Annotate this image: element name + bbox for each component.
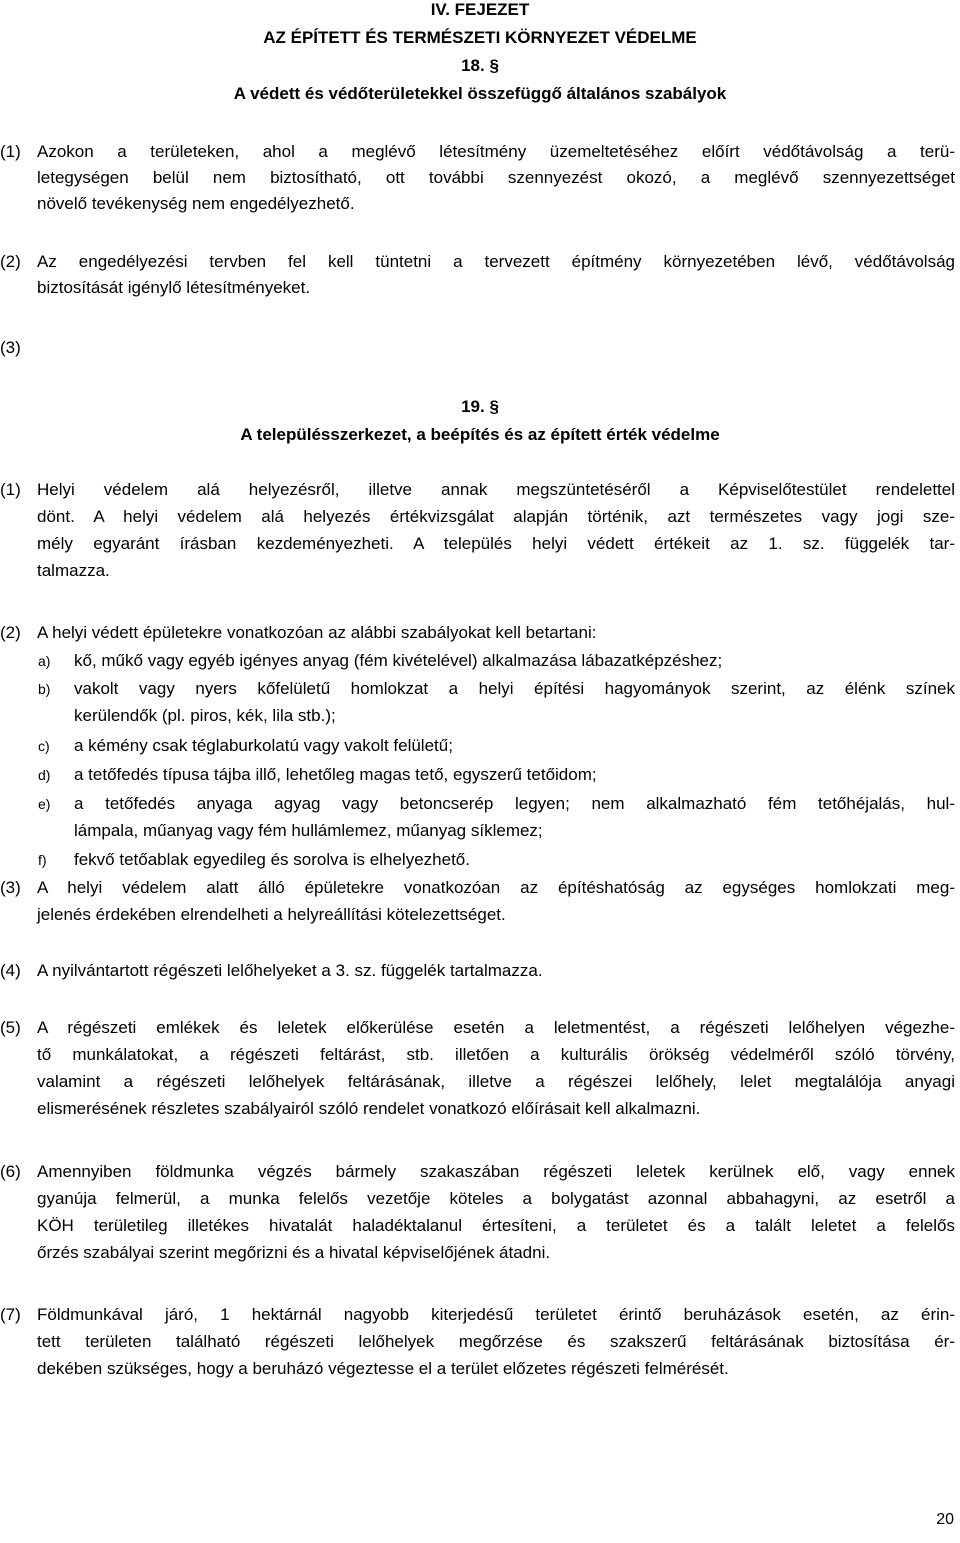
paragraph-line: biztosítását igénylő létesítményeket. <box>37 278 311 297</box>
chapter-title: AZ ÉPÍTETT ÉS TERMÉSZETI KÖRNYEZET VÉDELME <box>263 28 697 47</box>
list-item-line: fekvő tetőablak egyedileg és sorolva is elhelyezhető. <box>74 850 470 869</box>
paragraph-line: A régészeti emlékek és leletek előkerülése esetén a leletmentést, a régészeti lelőhelyen végezhe- <box>37 1018 955 1037</box>
paragraph-number: (3) <box>0 878 21 897</box>
paragraph-line: A nyilvántartott régészeti lelőhelyeket a 3. sz. függelék tartalmazza. <box>37 961 543 980</box>
paragraph-number: (2) <box>0 623 21 642</box>
paragraph-number: (2) <box>0 252 21 271</box>
paragraph-line: letegységen belül nem biztosítható, ott további szennyezést okozó, a meglévő szennyezettséget <box>37 168 955 187</box>
list-item-line: vakolt vagy nyers kőfelületű homlokzat a helyi építési hagyományok szerint, az élénk színek <box>74 679 955 698</box>
paragraph-line: Helyi védelem alá helyezésről, illetve annak megszüntetéséről a Képviselőtestület rendelettel <box>37 480 955 499</box>
list-item-letter: d) <box>38 767 51 783</box>
section-18-title: A védett és védőterületekkel összefüggő általános szabályok <box>233 84 727 103</box>
paragraph-line: valamint a régészeti lelőhelyek feltárásának, illetve a régészei lelőhely, lelet megtalálója anyagi <box>37 1072 955 1091</box>
paragraph-line: dönt. A helyi védelem alá helyezés értékvizsgálat alapján történik, azt természetes vagy jogi sze- <box>37 507 955 526</box>
paragraph-number: (1) <box>0 142 21 161</box>
paragraph-line: KÖH területileg illetékes hivatalát haladéktalanul értesíteni, a területet és a talált leletet a felelős <box>37 1216 955 1235</box>
list-item-line: lámpala, műanyag vagy fém hullámlemez, műanyag síklemez; <box>74 821 543 840</box>
list-item-line: a tetőfedés típusa tájba illő, lehetőleg magas tető, egyszerű tetőidom; <box>74 765 597 784</box>
paragraph-line: A helyi védett épületekre vonatkozóan az alábbi szabályokat kell betartani: <box>37 623 597 642</box>
paragraph-line: Azokon a területeken, ahol a meglévő létesítmény üzemeltetéséhez előírt védőtávolság a terü- <box>37 142 955 161</box>
list-item-line: a tetőfedés anyaga agyag vagy betoncserép legyen; nem alkalmazható fém tetőhéjalás, hul- <box>74 794 955 813</box>
list-item-letter: e) <box>38 796 51 812</box>
paragraph-line: elismerésének részletes szabályairól szóló rendelet vonatkozó előírásait kell alkalmazni. <box>37 1099 701 1118</box>
paragraph-line: őrzés szabályai szerint megőrizni és a hivatal képviselőjének átadni. <box>37 1243 551 1262</box>
page-number: 20 <box>936 1511 954 1528</box>
list-item-letter: f) <box>38 852 47 868</box>
list-item-line: a kémény csak téglaburkolatú vagy vakolt felületű; <box>74 736 453 755</box>
list-item-line: kerülendők (pl. piros, kék, lila stb.); <box>74 706 336 725</box>
paragraph-number: (4) <box>0 961 21 980</box>
section-18-number: 18. § <box>461 56 499 75</box>
paragraph-line: Földmunkával járó, 1 hektárnál nagyobb kiterjedésű területet érintő beruházások esetén, az érin- <box>37 1305 955 1324</box>
paragraph-line: tő munkálatokat, a régészeti feltárást, stb. illetően a kulturális örökség védelméről szóló törvény, <box>37 1045 955 1064</box>
paragraph-number: (6) <box>0 1162 21 1181</box>
section-19-title: A településszerkezet, a beépítés és az épített érték védelme <box>240 425 720 444</box>
paragraph-line: Amennyiben földmunka végzés bármely szakaszában régészeti leletek kerülnek elő, vagy ennek <box>37 1162 955 1181</box>
paragraph-line: talmazza. <box>37 561 110 580</box>
paragraph-line: tett területen található régészeti lelőhelyek megőrzése és szakszerű feltárásának biztosítása ér- <box>37 1332 955 1351</box>
paragraph-number: (1) <box>0 480 21 499</box>
chapter-number: IV. FEJEZET <box>430 0 530 19</box>
paragraph-line: dekében szükséges, hogy a beruházó végeztesse el a terület előzetes régészeti felmérését. <box>37 1359 729 1378</box>
paragraph-line: A helyi védelem alatt álló épületekre vonatkozóan az építéshatóság az egységes homlokzati meg- <box>37 878 955 897</box>
paragraph-number: (5) <box>0 1018 21 1037</box>
paragraph-line: gyanúja felmerül, a munka felelős vezetője köteles a bolygatást azonnal abbahagyni, az esetről a <box>37 1189 955 1208</box>
section-19-number: 19. § <box>461 397 499 416</box>
paragraph-line: jelenés érdekében elrendelheti a helyreállítási kötelezettséget. <box>37 905 506 924</box>
paragraph-line: növelő tevékenység nem engedélyezhető. <box>37 194 355 213</box>
list-item-letter: b) <box>38 681 51 697</box>
list-item-line: kő, műkő vagy egyéb igényes anyag (fém kivételével) alkalmazása lábazatképzéshez; <box>74 651 723 670</box>
list-item-letter: c) <box>38 738 50 754</box>
paragraph-line: Az engedélyezési tervben fel kell tüntetni a tervezett építmény környezetében lévő, védőtávolság <box>37 252 955 271</box>
list-item-letter: a) <box>38 653 51 669</box>
paragraph-number: (7) <box>0 1305 21 1324</box>
paragraph-number: (3) <box>0 338 21 357</box>
paragraph-line: mély egyaránt írásban kezdeményezheti. A település helyi védett értékeit az 1. sz. függelék tar- <box>37 534 955 553</box>
